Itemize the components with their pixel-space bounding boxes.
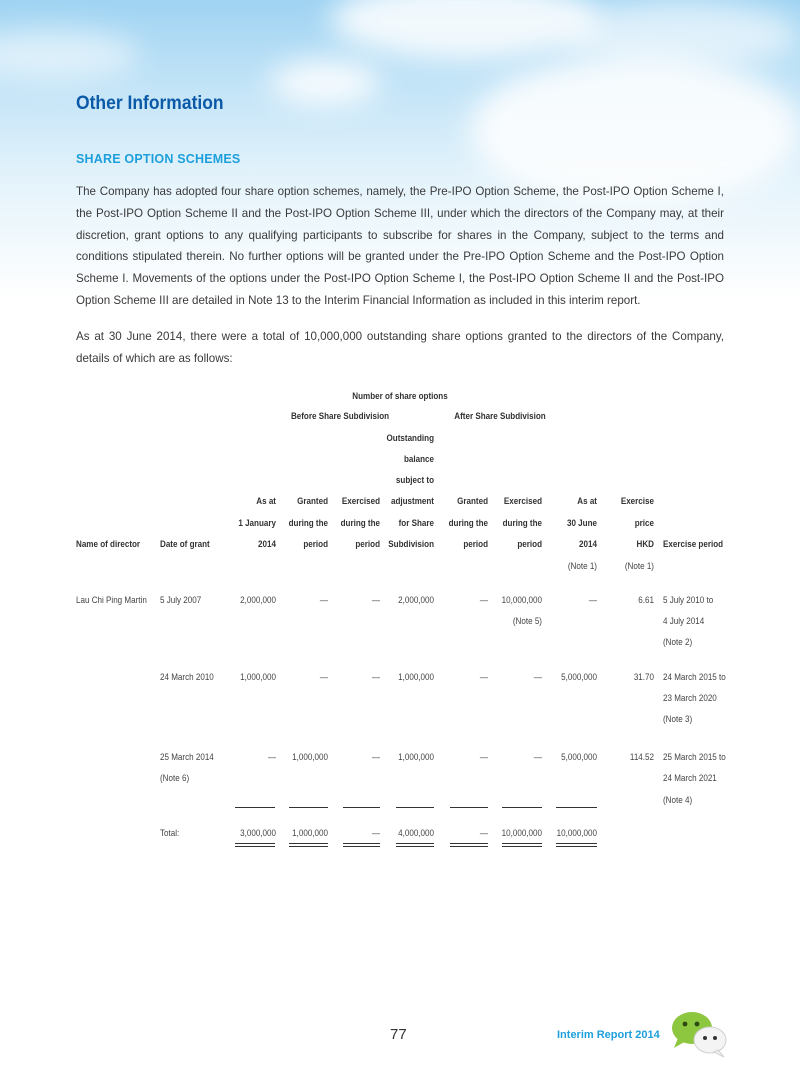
table-cell-exercised2: — <box>533 671 542 682</box>
col-asat2-header: 2014 <box>579 538 597 549</box>
table-group-header: Number of share options <box>352 390 448 401</box>
col-outstanding-header: Subdivision <box>388 538 434 549</box>
col-outstanding-header: adjustment <box>390 495 434 506</box>
table-cell-date: 5 July 2007 <box>160 594 202 605</box>
total-double-rule <box>289 843 328 844</box>
table-cell-date: 24 March 2010 <box>160 671 214 682</box>
col-granted2-header: period <box>463 538 488 549</box>
total-asat: 3,000,000 <box>240 827 276 838</box>
section-title: SHARE OPTION SCHEMES <box>76 152 241 166</box>
total-granted2: — <box>479 827 488 838</box>
col-exercised-header: Exercised <box>341 495 380 506</box>
table-cell-note: (Note 6) <box>160 772 190 783</box>
total-double-rule <box>556 843 597 844</box>
table-cell-granted: 1,000,000 <box>292 751 328 762</box>
table-cell-granted2: — <box>479 594 488 605</box>
total-granted: 1,000,000 <box>292 827 328 838</box>
col-outstanding-header: Outstanding <box>386 432 434 443</box>
table-cell-outstanding: 2,000,000 <box>398 594 434 605</box>
director-name: Lau Chi Ping Martin <box>76 594 147 605</box>
table-cell-note: (Note 5) <box>512 615 542 626</box>
col-asat2-header: 30 June <box>566 517 597 528</box>
col-price-header: price <box>634 517 654 528</box>
wechat-logo-icon <box>670 1008 728 1058</box>
col-outstanding-header: for Share <box>398 517 434 528</box>
total-double-rule <box>450 843 488 844</box>
col-granted2-header: Granted <box>457 495 488 506</box>
table-cell-exercised: — <box>371 594 380 605</box>
table-cell-granted: — <box>319 594 328 605</box>
col-granted-header: Granted <box>297 495 328 506</box>
page-number: 77 <box>390 1026 407 1043</box>
col-date-header: Date of grant <box>160 538 210 549</box>
col-outstanding-header: subject to <box>395 474 434 485</box>
total-double-rule <box>556 846 597 847</box>
total-double-rule <box>343 843 380 844</box>
table-cell-asat: 2,000,000 <box>240 594 276 605</box>
table-cell-period: (Note 2) <box>663 636 693 647</box>
total-asat2: 10,000,000 <box>556 827 597 838</box>
table-cell-price: 114.52 <box>629 751 654 762</box>
col-price-header: Exercise <box>620 495 654 506</box>
col-exercised-header: during the <box>340 517 380 528</box>
col-granted-header: period <box>303 538 328 549</box>
col-granted-header: during the <box>288 517 328 528</box>
subtotal-rule <box>235 807 275 808</box>
table-cell-period: 25 March 2015 to <box>663 751 726 762</box>
subtotal-rule <box>450 807 488 808</box>
col-asat-header: 2014 <box>258 538 276 549</box>
table-cell-asat2: — <box>588 594 597 605</box>
table-cell-period: 24 March 2015 to <box>663 671 726 682</box>
table-cell-price: 6.61 <box>638 594 654 605</box>
table-cell-outstanding: 1,000,000 <box>398 671 434 682</box>
total-double-rule <box>450 846 488 847</box>
table-cell-outstanding: 1,000,000 <box>398 751 434 762</box>
subtotal-rule <box>396 807 434 808</box>
col-asat2-note: (Note 1) <box>567 560 597 571</box>
col-asat-header: 1 January <box>238 517 276 528</box>
subtotal-rule <box>343 807 380 808</box>
table-cell-period: (Note 3) <box>663 713 693 724</box>
table-cell-exercised2: — <box>533 751 542 762</box>
table-cell-exercised: — <box>371 751 380 762</box>
total-double-rule <box>289 846 328 847</box>
total-double-rule <box>343 846 380 847</box>
body-paragraph: The Company has adopted four share option schemes, namely, the Pre-IPO Option Scheme, the Post-IPO Option Scheme I, the Post-IPO Option Scheme II and the Post-IPO Option Scheme III, under which the directors of the Company may, at their discretion, grant options to any qualifying participants to subscribe for shares in the Company, subject to the terms and conditions stipulated therein. No further options will be granted under the Pre-IPO Option Scheme and the Post-IPO Option Scheme I. Movements of the options under the Post-IPO Option Scheme I, the Post-IPO Option Scheme II and the Post-IPO Option Scheme III are detailed in Note 13 to the Interim Financial Information as included in this interim report. <box>76 185 724 307</box>
col-granted2-header: during the <box>448 517 488 528</box>
table-cell-asat: — <box>267 751 276 762</box>
table-cell-date: 25 March 2014 <box>160 751 214 762</box>
subtotal-rule <box>556 807 597 808</box>
table-cell-price: 31.70 <box>633 671 654 682</box>
subtotal-rule <box>289 807 328 808</box>
table-cell-granted2: — <box>479 751 488 762</box>
col-director-header: Name of director <box>76 538 141 549</box>
table-cell-period: 5 July 2010 to <box>663 594 714 605</box>
table-cell-exercised: — <box>371 671 380 682</box>
report-title: Interim Report 2014 <box>557 1029 660 1041</box>
table-cell-period: (Note 4) <box>663 794 693 805</box>
table-cell-period: 4 July 2014 <box>663 615 705 626</box>
total-double-rule <box>502 843 542 844</box>
page-title: Other Information <box>76 93 224 114</box>
total-double-rule <box>235 843 275 844</box>
after-subdivision-header: After Share Subdivision <box>454 410 546 421</box>
table-cell-exercised2: 10,000,000 <box>501 594 542 605</box>
col-exercised2-header: Exercised <box>503 495 542 506</box>
col-asat2-header: As at <box>577 495 597 506</box>
table-cell-asat: 1,000,000 <box>240 671 276 682</box>
col-exercised2-header: period <box>517 538 542 549</box>
total-double-rule <box>235 846 275 847</box>
table-cell-granted2: — <box>479 671 488 682</box>
total-label: Total: <box>160 827 180 838</box>
table-cell-asat2: 5,000,000 <box>561 671 597 682</box>
col-exercised-header: period <box>355 538 380 549</box>
table-cell-asat2: 5,000,000 <box>561 751 597 762</box>
total-double-rule <box>502 846 542 847</box>
table-cell-granted: — <box>319 671 328 682</box>
col-price-note: (Note 1) <box>624 560 654 571</box>
col-period-header: Exercise period <box>663 538 724 549</box>
col-exercised2-header: during the <box>502 517 542 528</box>
before-subdivision-header: Before Share Subdivision <box>290 410 390 421</box>
body-paragraph: As at 30 June 2014, there were a total of 10,000,000 outstanding share options granted to the directors of the Company, details of which are as follows: <box>76 330 724 365</box>
col-outstanding-header: balance <box>403 453 434 464</box>
total-exercised2: 10,000,000 <box>501 827 542 838</box>
table-cell-period: 24 March 2021 <box>663 772 717 783</box>
total-double-rule <box>396 846 434 847</box>
col-asat-header: As at <box>256 495 276 506</box>
total-exercised: — <box>371 827 380 838</box>
subtotal-rule <box>502 807 542 808</box>
total-outstanding: 4,000,000 <box>398 827 434 838</box>
total-double-rule <box>396 843 434 844</box>
col-price-header: HKD <box>636 538 654 549</box>
table-cell-period: 23 March 2020 <box>663 692 717 703</box>
